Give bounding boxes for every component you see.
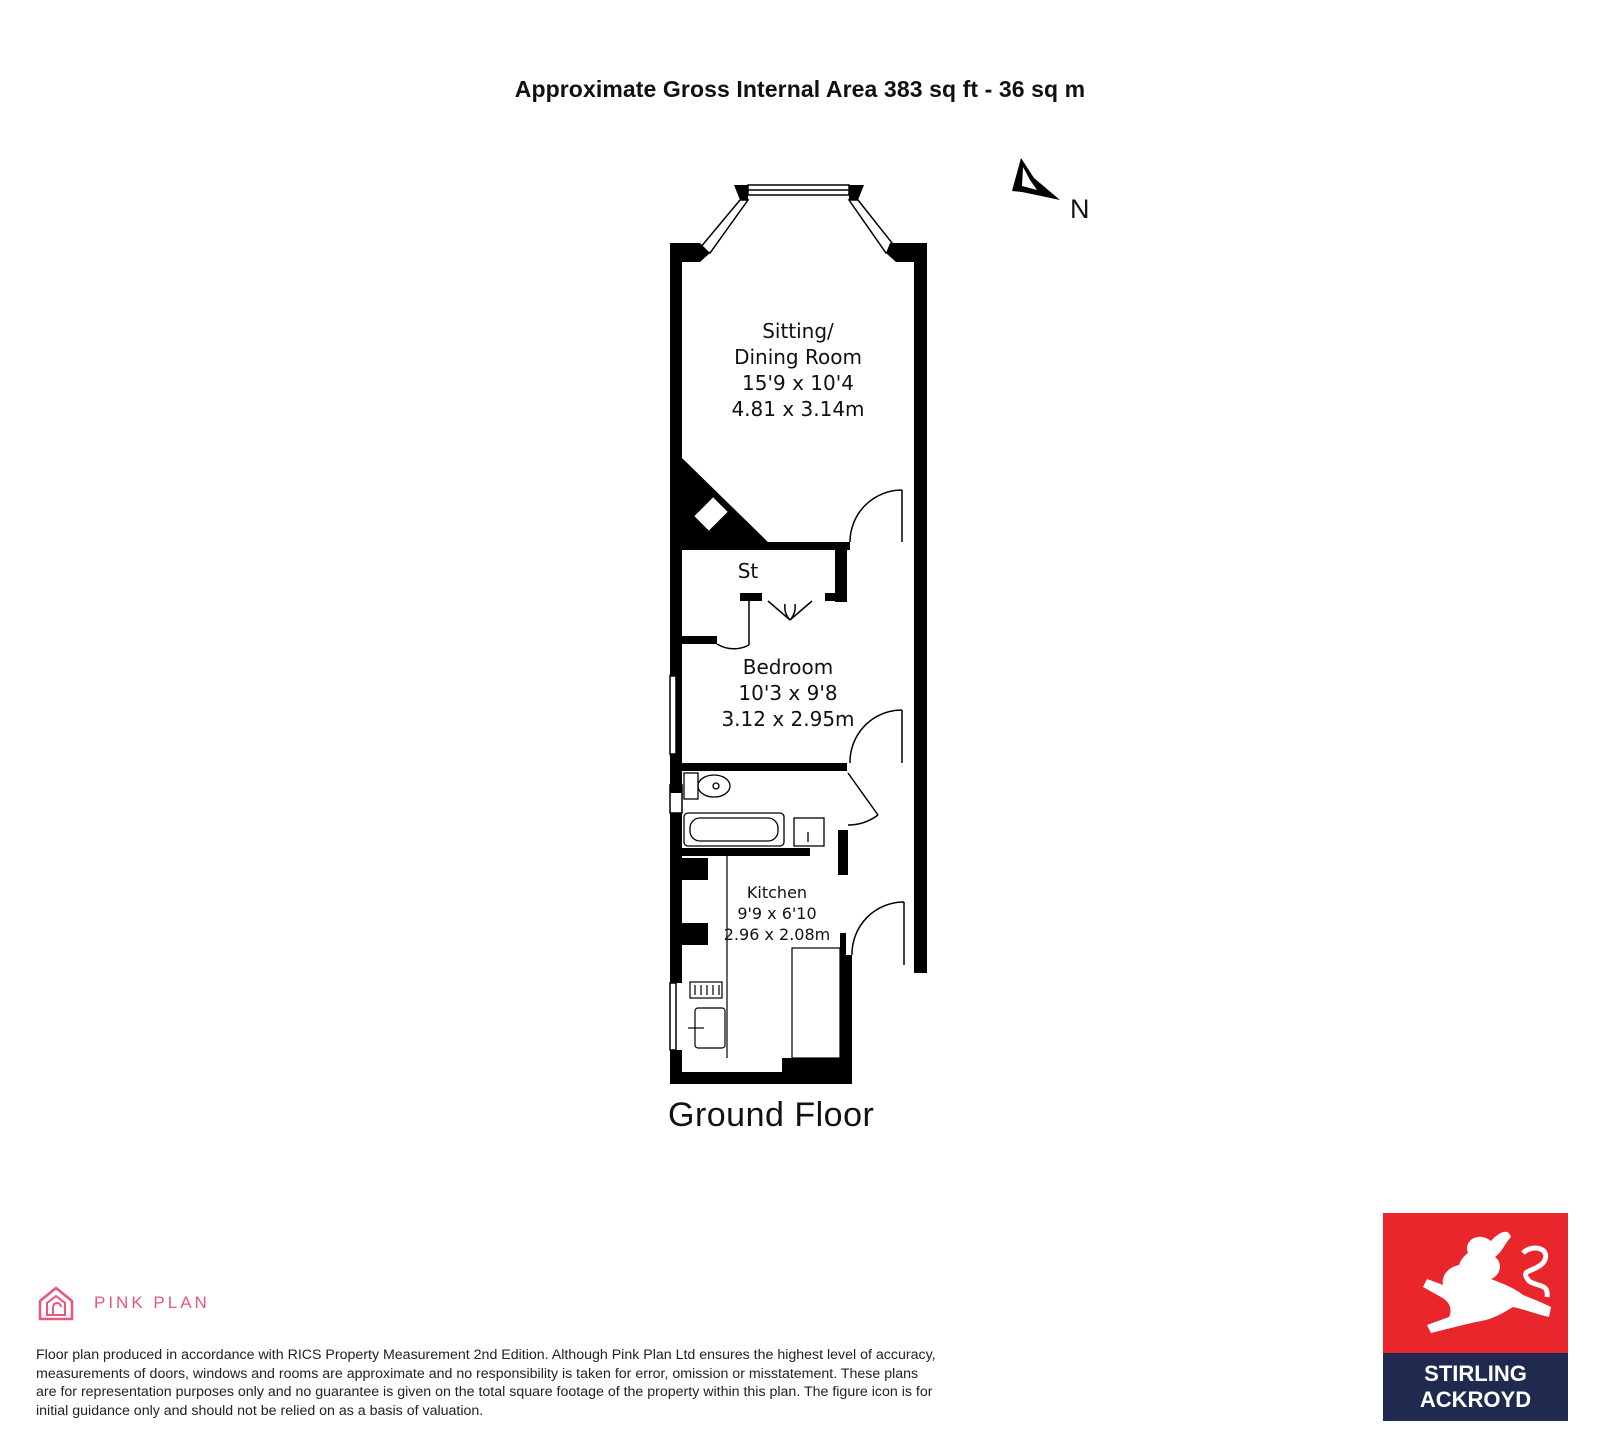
room-name: Dining Room: [734, 345, 862, 369]
room-name: Sitting/: [762, 319, 834, 343]
logo-line2: ACKROYD: [1419, 1387, 1532, 1412]
north-label: N: [1070, 194, 1090, 224]
room-imperial: 15'9 x 10'4: [742, 371, 854, 395]
logo-red-panel: [1383, 1213, 1568, 1353]
room-metric: 3.12 x 2.95m: [721, 707, 855, 731]
logo-line1: STIRLING: [1424, 1361, 1527, 1386]
room-metric: 2.96 x 2.08m: [723, 925, 831, 944]
disclaimer-text: Floor plan produced in accordance with RICS Property Measurement 2nd Edition. Although Pink Plan Ltd ensures the highest level of accuracy, measurements of doors, windows and rooms are approximate and no responsibility is taken for error, omission or misstatement. These plans are for representation purposes only and no guarantee is given on the total square footage of the property within this plan. The figure icon is for initial guidance only and should not be relied on as a basis of valuation.: [36, 1347, 936, 1419]
room-name: Bedroom: [742, 655, 834, 679]
room-imperial: 10'3 x 9'8: [738, 681, 838, 705]
area-title: Approximate Gross Internal Area 383 sq ft - 36 sq m: [514, 76, 1086, 102]
pink-plan-brand: [36, 1283, 210, 1323]
room-imperial: 9'9 x 6'10: [737, 904, 817, 923]
sitting-room-label: [718, 318, 878, 422]
room-name: Kitchen: [746, 883, 808, 902]
pink-plan-house-icon: [36, 1283, 76, 1323]
bedroom-label: [708, 654, 868, 732]
kitchen-label: [712, 882, 842, 945]
floor-label: Ground Floor: [668, 1096, 875, 1134]
room-metric: 4.81 x 3.14m: [731, 397, 865, 421]
bathroom-fittings: [684, 773, 824, 846]
logo-navy-panel: [1383, 1353, 1568, 1421]
stirling-ackroyd-logo: [1383, 1213, 1568, 1421]
north-arrow-icon: [1012, 158, 1060, 200]
storage-label: St: [737, 559, 759, 583]
griffin-icon: [1383, 1213, 1568, 1353]
pink-plan-wordmark: PINK PLAN: [94, 1293, 210, 1312]
